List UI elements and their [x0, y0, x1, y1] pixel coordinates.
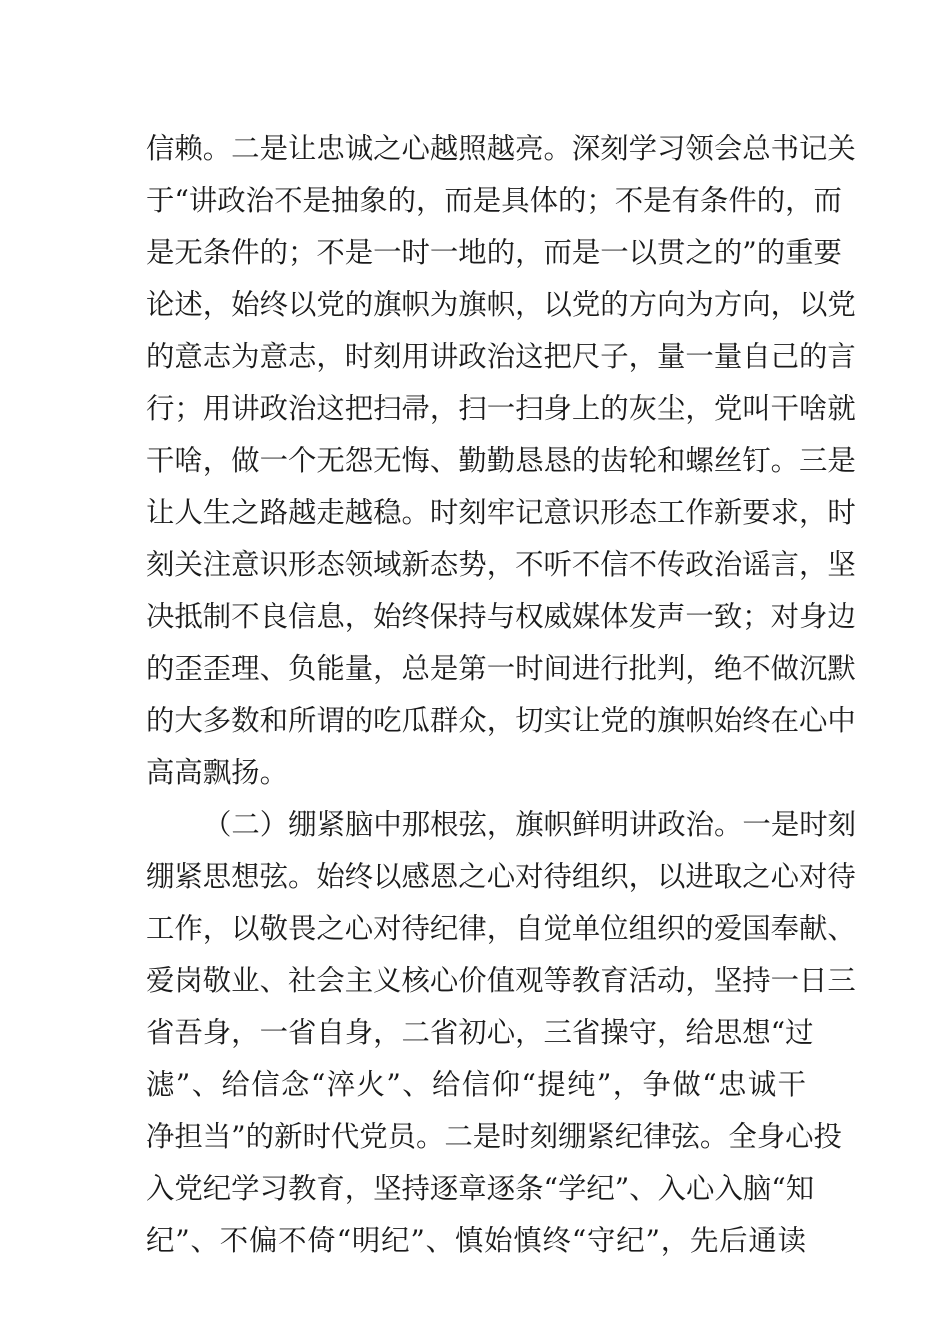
text-line: 行；用讲政治这把扫帚，扫一扫身上的灰尘，党叫干啥就	[146, 392, 856, 425]
text-line: 让人生之路越走越稳。时刻牢记意识形态工作新要求，时	[146, 496, 856, 529]
text-line: 纪”、不偏不倚“明纪”、慎始慎终“守纪”，先后通读	[146, 1224, 806, 1257]
text-line: 干啥，做一个无怨无悔、勤勤恳恳的齿轮和螺丝钉。三是	[146, 444, 856, 477]
text-line: 信赖。二是让忠诚之心越照越亮。深刻学习领会总书记关	[146, 132, 856, 165]
text-line: 工作，以敬畏之心对待纪律，自觉单位组织的爱国奉献、	[146, 912, 856, 945]
text-line: 净担当”的新时代党员。二是时刻绷紧纪律弦。全身心投	[146, 1120, 842, 1153]
text-line: 滤”、给信念“淬火”、给信仰“提纯”，争做“忠诚干	[146, 1068, 806, 1101]
text-line: 绷紧思想弦。始终以感恩之心对待组织，以进取之心对待	[146, 860, 856, 893]
text-line: 是无条件的；不是一时一地的，而是一以贯之的”的重要	[146, 236, 842, 269]
text-line: 论述，始终以党的旗帜为旗帜，以党的方向为方向，以党	[146, 288, 856, 321]
text-line: 的歪歪理、负能量，总是第一时间进行批判，绝不做沉默	[146, 652, 856, 685]
text-line: 于“讲政治不是抽象的，而是具体的；不是有条件的，而	[146, 184, 842, 217]
text-line: 省吾身，一省自身，二省初心，三省操守，给思想“过	[146, 1016, 814, 1049]
text-line: 的意志为意志，时刻用讲政治这把尺子，量一量自己的言	[146, 340, 856, 373]
text-line: 的大多数和所谓的吃瓜群众，切实让党的旗帜始终在心中	[146, 704, 856, 737]
text-line: 入党纪学习教育，坚持逐章逐条“学纪”、入心入脑“知	[146, 1172, 815, 1205]
paragraph-start-line: （二）绷紧脑中那根弦，旗帜鲜明讲政治。一是时刻	[203, 808, 856, 841]
text-line: 刻关注意识形态领域新态势，不听不信不传政治谣言，坚	[146, 548, 856, 581]
text-line: 高高飘扬。	[146, 756, 288, 789]
text-line: 爱岗敬业、社会主义核心价值观等教育活动，坚持一日三	[146, 964, 856, 997]
text-line: 决抵制不良信息，始终保持与权威媒体发声一致；对身边	[146, 600, 856, 633]
